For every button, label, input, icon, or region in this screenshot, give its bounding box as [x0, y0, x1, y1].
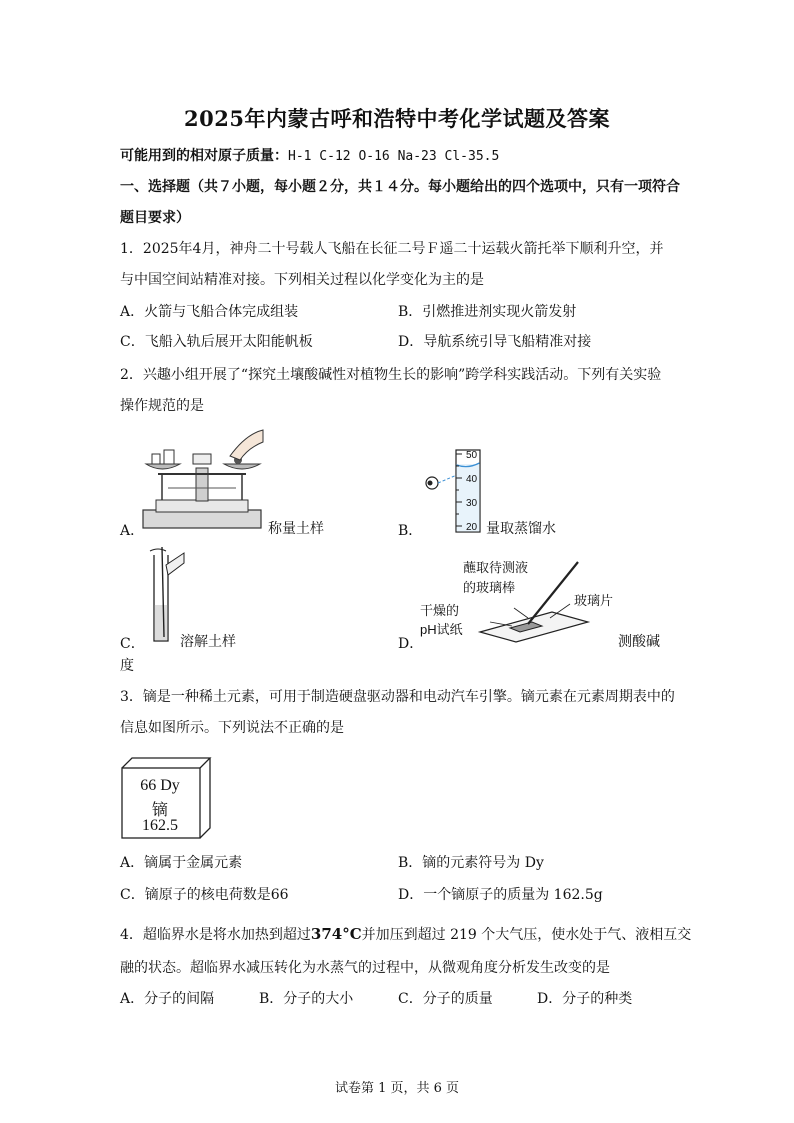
ph-label-paper: pH试纸 [420, 622, 463, 637]
q2-option-b-caption: 量取蒸馏水 [486, 521, 556, 537]
section-heading-line2: 题目要求） [120, 210, 190, 226]
q1-stem-line1: 1．2025年4月，神舟二十号载人飞船在长征二号Ｆ遥二十运载火箭托举下顺利升空，并 [120, 241, 664, 257]
q3-option-d: D．一个镝原子的质量为 162.5g [398, 887, 603, 903]
q4-option-b: B．分子的大小 [259, 991, 354, 1007]
q2-option-a-caption: 称量土样 [268, 521, 324, 537]
q1-option-a: A．火箭与飞船合体完成组装 [120, 304, 299, 320]
q4-option-a: A．分子的间隔 [120, 991, 215, 1007]
q3-stem-line1: 3．镝是一种稀土元素，可用于制造硬盘驱动器和电动汽车引擎。镝元素在元素周期表中的 [120, 689, 675, 705]
q2-option-a-letter: A． [120, 523, 145, 539]
ph-label-glass: 玻璃片 [574, 593, 614, 608]
q2-option-d-caption-wrap: 度 [120, 658, 134, 674]
atomic-mass-values: H-1 C-12 O-16 Na-23 Cl-35.5 [288, 149, 500, 164]
ph-label-rod: 的玻璃棒 [463, 580, 516, 595]
q2-option-d-letter: D． [398, 636, 424, 652]
cylinder-tick-30: 30 [466, 498, 478, 509]
element-mass: 162.5 [142, 817, 178, 834]
element-name: 镝 [151, 802, 168, 819]
dissolving-figure [140, 545, 190, 645]
q4-option-c: C．分子的质量 [398, 991, 493, 1007]
q3-option-a: A．镝属于金属元素 [120, 855, 243, 871]
cylinder-tick-50: 50 [466, 450, 478, 461]
ph-label-dip: 蘸取待测液 [463, 560, 529, 575]
q3-option-b: B．镝的元素符号为 Dy [398, 855, 544, 871]
q4-stem-post: 并加压到超过 219 个大气压，使水处于气、液相互交 [361, 927, 692, 943]
q2-option-b-letter: B． [398, 523, 423, 539]
q2-stem-line2: 操作规范的是 [120, 398, 204, 414]
page-title: 2025年内蒙古呼和浩特中考化学试题及答案 [184, 106, 610, 131]
q2-stem-line1: 2．兴趣小组开展了“探究土壤酸碱性对植物生长的影响”跨学科实践活动。下列有关实验 [120, 367, 662, 383]
cylinder-tick-40: 40 [466, 474, 478, 485]
page-footer: 试卷第 1 页，共 6 页 [334, 1081, 460, 1096]
q1-stem-line2: 与中国空间站精准对接。下列相关过程以化学变化为主的是 [120, 272, 484, 288]
atomic-mass-label: 可能用到的相对原子质量： [120, 148, 288, 164]
q4-stem-pre: 4．超临界水是将水加热到超过 [120, 927, 311, 943]
q2-option-c-letter: C． [120, 636, 145, 652]
q4-temperature: 374°C [310, 925, 362, 943]
q4-stem-line2: 融的状态。超临界水减压转化为水蒸气的过程中，从微观角度分析发生改变的是 [120, 960, 610, 976]
q1-option-b: B．引燃推进剂实现火箭发射 [398, 304, 577, 320]
q4-option-d: D．分子的种类 [537, 991, 633, 1007]
q1-option-d: D．导航系统引导飞船精准对接 [398, 334, 592, 350]
cylinder-tick-20: 20 [466, 522, 478, 533]
atomic-mass-line [120, 145, 499, 165]
q1-option-c: C．飞船入轨后展开太阳能帆板 [120, 334, 313, 350]
q2-option-c-caption: 溶解土样 [180, 634, 236, 650]
q4-stem-line1 [120, 924, 691, 944]
q3-option-c: C．镝原子的核电荷数是66 [120, 887, 289, 903]
element-card [121, 757, 211, 839]
graduated-cylinder-figure [418, 448, 490, 536]
balance-figure [138, 428, 266, 534]
q2-option-d-caption: 测酸碱 [618, 634, 660, 650]
element-number-symbol: 66 Dy [140, 777, 180, 794]
section-heading-line1: 一、选择题（共７小题，每小题２分，共１４分。每小题给出的四个选项中，只有一项符合 [120, 179, 680, 195]
q3-stem-line2: 信息如图所示。下列说法不正确的是 [120, 720, 344, 736]
ph-label-dry: 干燥的 [420, 603, 460, 618]
